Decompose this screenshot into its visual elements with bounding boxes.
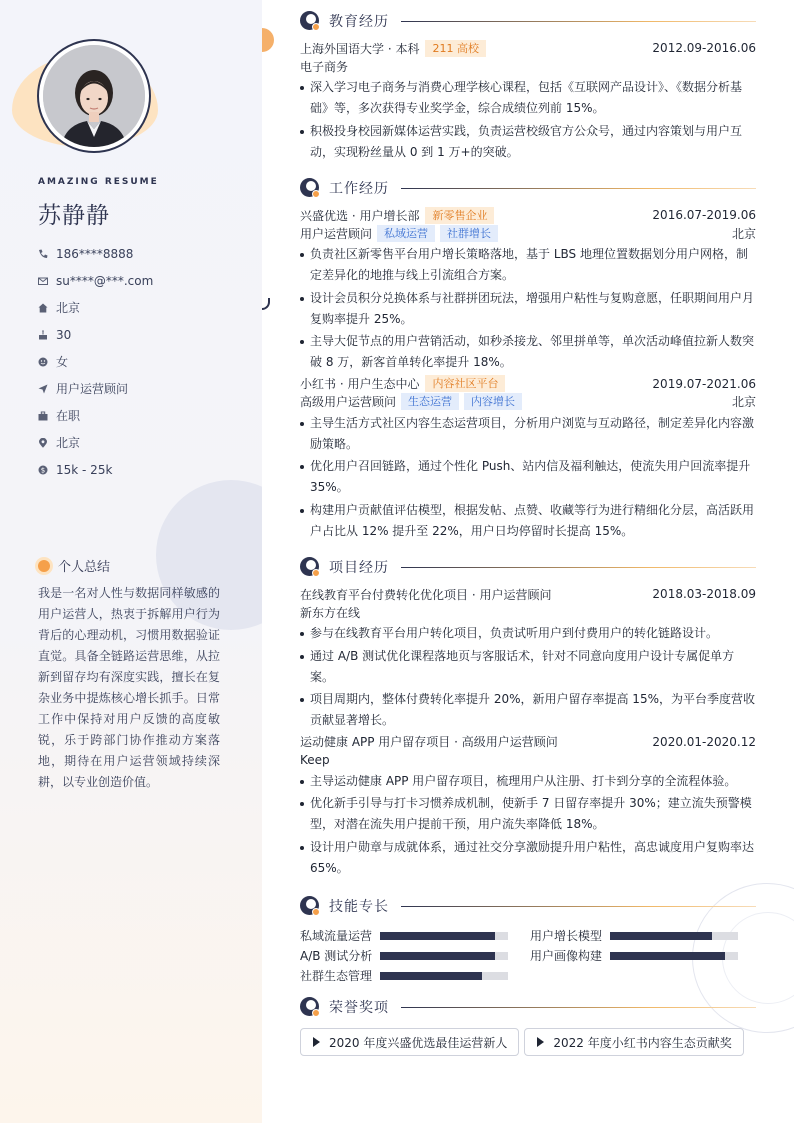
job-company: 兴盛优选 · 用户增长部 — [300, 208, 420, 223]
section-badge-icon — [300, 997, 320, 1017]
project-bullets — [300, 771, 756, 879]
project-org: 新东方在线 — [300, 605, 361, 620]
list-item: 构建用户贡献值评估模型，根据发帖、点赞、收藏等行为进行精细化分层，高活跃用户占比从 12% 提升至 22%，用户日均停留时长提高 15%。 — [300, 500, 756, 542]
section-heading — [300, 177, 756, 199]
contact-age — [38, 321, 153, 348]
skills-section — [300, 895, 756, 984]
education-period: 2012.09-2016.06 — [652, 41, 756, 55]
section-badge-icon — [300, 178, 320, 198]
project-entry — [300, 733, 756, 879]
job-role: 用户运营顾问 — [300, 226, 373, 241]
section-title: 项目经历 — [329, 560, 389, 576]
skill-name: A/B 测试分析 — [300, 949, 373, 963]
section-title: 工作经历 — [329, 181, 389, 197]
contact-home — [38, 294, 153, 321]
avatar-photo — [43, 45, 145, 147]
skills-grid — [300, 927, 756, 984]
list-item: 优化用户召回链路，通过个性化 Push、站内信及福利触达，使流失用户回流率提升 35%。 — [300, 456, 756, 498]
skill-item — [530, 927, 756, 944]
education-section — [300, 10, 756, 164]
project-entry — [300, 585, 756, 731]
list-item: 主导大促节点的用户营销活动，如秒杀接龙、邻里拼单等，单次活动峰值拉新人数突破 8 万，新客首单转化率提升 18%。 — [300, 331, 756, 373]
summary-title: 个人总结 — [58, 560, 111, 575]
job-city: 北京 — [731, 395, 756, 409]
skill-item — [300, 947, 530, 964]
contact-value: 女 — [56, 355, 69, 369]
contact-value: 北京 — [56, 436, 81, 450]
awards-list — [300, 1028, 756, 1056]
list-item: 通过 A/B 测试优化课程落地页与客服话术，针对不同意向度用户设计专属促单方案。 — [300, 646, 756, 688]
skill-tag: 内容增长 — [464, 393, 522, 410]
home-icon — [38, 303, 48, 313]
skill-level — [610, 952, 725, 960]
contact-email — [38, 267, 153, 294]
summary-text: 我是一名对人性与数据同样敏感的用户运营人，热衷于拆解用户行为背后的心理动机，习惯用数据验证直觉。具备全链路运营思维，从拉新到留存均有深度实践，擅长在复杂业务中提炼核心增长抓手。日常工作中保持对用户反馈的高度敏锐，乐于跨部门协作推动方案落地，期待在用户运营领域持续深耕，以专业创造价值。 — [38, 586, 220, 789]
job-bullets — [300, 244, 756, 373]
skill-item — [300, 967, 530, 984]
section-heading — [300, 895, 756, 917]
project-header-row — [300, 585, 756, 603]
skill-tag: 社群增长 — [440, 225, 498, 242]
job-period: 2019.07-2021.06 — [652, 376, 756, 391]
contact-status — [38, 402, 153, 429]
project-bullets — [300, 623, 756, 731]
sidebar — [0, 0, 262, 1123]
section-heading — [300, 556, 756, 578]
job-entry — [300, 375, 756, 542]
svg-text:$: $ — [40, 466, 46, 475]
job-bullets — [300, 413, 756, 542]
skill-bar — [380, 972, 508, 980]
main-content — [262, 0, 794, 1123]
summary-heading — [38, 556, 110, 575]
projects-section — [300, 556, 756, 880]
contact-value: 30 — [56, 327, 72, 342]
education-header-row — [300, 39, 756, 57]
project-org-row — [300, 751, 756, 769]
contact-salary — [38, 456, 153, 483]
job-company: 小红书 · 用户生态中心 — [300, 377, 420, 391]
major: 电子商务 — [300, 59, 349, 74]
list-item: 主导运动健康 APP 用户留存项目，梳理用户从注册、打卡到分享的全流程体验。 — [300, 771, 756, 792]
job-period: 2016.07-2019.06 — [652, 208, 756, 222]
project-org-row — [300, 603, 756, 621]
money-icon — [38, 465, 48, 475]
skill-name: 社群生态管理 — [300, 969, 373, 983]
project-org: Keep — [300, 752, 330, 767]
avatar — [43, 45, 145, 147]
section-divider — [401, 567, 756, 568]
contact-list — [38, 240, 153, 483]
cake-icon — [38, 330, 48, 340]
list-item: 项目周期内，整体付费转化率提升 20%，新用户留存率提高 15%，为平台季度营收贡献显著增长。 — [300, 689, 756, 731]
skill-level — [380, 952, 495, 960]
contact-gender — [38, 348, 153, 375]
section-title: 教育经历 — [329, 14, 389, 30]
section-divider — [401, 188, 756, 189]
section-badge-icon — [300, 896, 320, 916]
job-role: 高级用户运营顾问 — [300, 395, 397, 409]
contact-value: 北京 — [56, 301, 81, 315]
triangle-right-icon — [537, 1037, 544, 1047]
section-title: 荣誉奖项 — [329, 1000, 389, 1016]
skill-bar — [380, 932, 508, 940]
award-item — [524, 1028, 743, 1056]
contact-location — [38, 429, 153, 456]
skill-item — [300, 927, 530, 944]
list-item: 优化新手引导与打卡习惯养成机制，使新手 7 日留存率提升 30%；建立流失预警模型，对潜在流失用户提前干预，用户流失率降低 18%。 — [300, 793, 756, 835]
list-item: 设计用户勋章与成就体系，通过社交分享激励提升用户粘性，高忠诚度用户复购率达 65%。 — [300, 837, 756, 879]
contact-target-role — [38, 375, 153, 402]
triangle-right-icon — [313, 1037, 320, 1047]
section-title: 技能专长 — [329, 899, 389, 915]
contact-phone — [38, 240, 153, 267]
honors-section — [300, 996, 756, 1056]
job-role-row — [300, 224, 756, 242]
skill-name: 用户画像构建 — [530, 949, 603, 963]
section-divider — [401, 21, 756, 22]
resume-tagline: AMAZING RESUME — [38, 177, 159, 187]
list-item: 积极投身校园新媒体运营实践，负责运营校级官方公众号，通过内容策划与用户互动，实现粉丝量从 0 到 1 万+的突破。 — [300, 121, 756, 163]
briefcase-icon — [38, 411, 48, 421]
list-item: 设计会员积分兑换体系与社群拼团玩法，增强用户粘性与复购意愿，任职期间用户月复购率提升 25%。 — [300, 288, 756, 330]
major-row — [300, 57, 756, 75]
location-pin-icon — [38, 438, 48, 448]
project-period: 2018.03-2018.09 — [652, 587, 756, 601]
section-divider — [401, 1007, 756, 1008]
contact-value: 在职 — [56, 409, 81, 423]
contact-value: 186****8888 — [56, 246, 134, 261]
skill-level — [380, 972, 482, 980]
skill-item — [530, 947, 756, 964]
skill-tag: 生态运营 — [401, 393, 459, 410]
list-item: 参与在线教育平台用户转化项目，负责试听用户到付费用户的转化链路设计。 — [300, 623, 756, 644]
project-period: 2020.01-2020.12 — [652, 734, 756, 749]
section-badge-icon — [300, 557, 320, 577]
contact-value: 15k - 25k — [56, 462, 113, 477]
award-item — [300, 1028, 519, 1056]
section-heading — [300, 996, 756, 1018]
decorative-arc — [262, 298, 270, 310]
work-section — [300, 177, 756, 543]
skill-bar — [610, 932, 738, 940]
project-header-row — [300, 733, 756, 751]
skill-level — [380, 932, 495, 940]
job-role-row — [300, 393, 756, 411]
list-item: 负责社区新零售平台用户增长策略落地，基于 LBS 地理位置数据划分用户网格，制定差异化的地推与线上引流组合方案。 — [300, 244, 756, 286]
phone-icon — [38, 249, 48, 259]
contact-value: su****@***.com — [56, 273, 154, 288]
decorative-halfcircle — [262, 28, 274, 52]
award-label: 2022 年度小红书内容生态贡献奖 — [553, 1035, 732, 1050]
job-city: 北京 — [731, 226, 756, 241]
school-name: 上海外国语大学 · 本科 — [300, 41, 420, 56]
job-entry — [300, 206, 756, 373]
project-name: 运动健康 APP 用户留存项目 · 高级用户运营顾问 — [300, 735, 558, 749]
skill-name: 用户增长模型 — [530, 929, 603, 943]
project-name: 在线教育平台付费转化优化项目 · 用户运营顾问 — [300, 587, 552, 602]
skill-level — [610, 932, 712, 940]
dot-icon — [38, 560, 50, 572]
section-divider — [401, 906, 756, 907]
skill-bar — [380, 952, 508, 960]
job-header-row — [300, 375, 756, 393]
school-tag: 211 高校 — [425, 40, 486, 57]
job-header-row — [300, 206, 756, 224]
section-badge-icon — [300, 11, 320, 31]
list-item: 主导生活方式社区内容生态运营项目，分析用户浏览与互动路径，制定差异化内容激励策略。 — [300, 413, 756, 455]
contact-value: 用户运营顾问 — [56, 382, 129, 396]
award-label: 2020 年度兴盛优选最佳运营新人 — [329, 1035, 508, 1050]
mail-icon — [38, 276, 48, 286]
gender-icon — [38, 357, 48, 367]
candidate-name: 苏静静 — [38, 203, 110, 229]
list-item: 深入学习电子商务与消费心理学核心课程，包括《互联网产品设计》、《数据分析基础》等，多次获得专业奖学金，综合成绩位列前 15%。 — [300, 77, 756, 119]
avatar-frame — [37, 39, 151, 153]
skill-name: 私域流量运营 — [300, 929, 373, 943]
section-heading — [300, 10, 756, 32]
send-icon — [38, 384, 48, 394]
skill-tag: 私域运营 — [377, 225, 435, 242]
company-tag: 内容社区平台 — [425, 375, 505, 392]
education-bullets — [300, 77, 756, 163]
company-tag: 新零售企业 — [425, 207, 494, 224]
skill-bar — [610, 952, 738, 960]
